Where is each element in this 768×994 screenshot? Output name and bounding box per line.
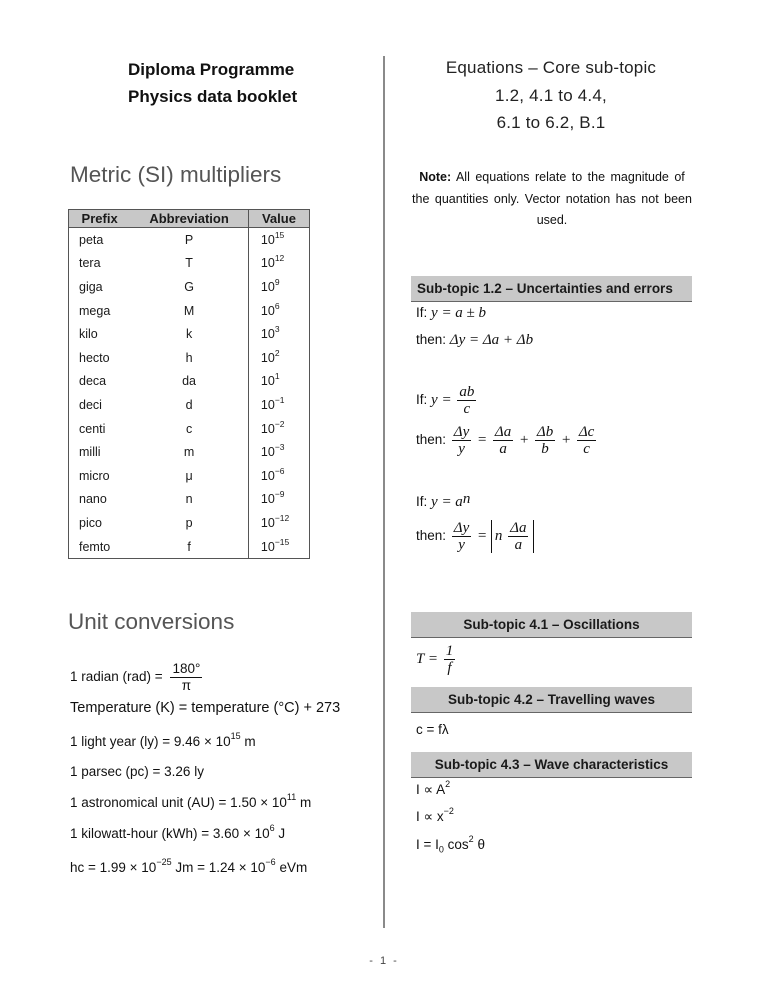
note-label: Note: [419,170,452,184]
metric-prefix: hecto [79,350,110,365]
metric-value: $10^{-9}$ [248,488,309,512]
parsec-conversion: 1 parsec (pc) = 3.26 ly [70,764,204,779]
metric-abbreviation: da [182,374,197,389]
metric-value: $10^{15}$ [248,228,309,252]
radian-num: 180° [172,661,201,676]
metric-value: $10^1$ [248,370,309,394]
equations-line3: 6.1 to 6.2, B.1 [496,113,606,132]
units-title: Unit conversions [68,609,235,634]
metric-abbreviation: h [185,350,193,365]
metric-abbreviation: G [184,279,194,294]
booklet-title [128,56,297,110]
metric-value: $10^{12}$ [248,252,309,276]
column-divider [383,56,385,928]
eq-3-if: If: $y = a^n$ [416,491,471,510]
metric-title: Metric (SI) multipliers [70,162,282,187]
metric-value: $10^6$ [248,299,309,323]
light-year-conversion: 1 light year $(ly) = 9.46 \times 10^{15}$ m [70,731,256,749]
page-number: - 1 - [369,955,399,967]
metric-abbreviation: μ [185,468,193,483]
metric-prefix: peta [79,232,104,247]
equations-line2: 1.2, 4.1 to 4.4, [495,85,607,105]
metric-row-tera [69,252,310,276]
metric-value: $10^{-1}$ [248,393,309,417]
au-conversion: 1 astronomical unit $(AU) = 1.50 \times 10^{11}$ m [70,792,312,810]
metric-abbreviation: k [185,327,193,342]
metric-abbreviation: f [187,539,191,554]
metric-prefix: mega [79,303,111,318]
metric-prefix: femto [79,539,111,554]
metric-row-deci [69,393,310,417]
metric-prefix: deci [79,397,102,412]
metric-value: $10^{-2}$ [248,417,309,441]
metric-row-giga [69,275,310,299]
metric-value: $10^{-15}$ [248,535,309,559]
subtopic-4-3-header: Sub-topic 4.3 – Wave characteristics [411,752,692,778]
note [408,167,696,232]
eq-malus-law: $I = I_0$ $\cos^2 \theta$ [416,834,485,855]
radian-fraction [170,661,202,694]
metric-row-micro [69,464,310,488]
subtopic-4-1-header: Sub-topic 4.1 – Oscillations [411,612,692,638]
metric-abbreviation: p [185,515,193,530]
equations-heading [412,54,690,137]
subtopic-1-2-header: Sub-topic 1.2 – Uncertainties and errors [411,276,692,302]
eq-wave-speed: c = fλ [416,722,449,737]
metric-row-peta [69,228,310,252]
metric-row-nano [69,488,310,512]
booklet-title-line2: Physics data booklet [128,87,298,106]
metric-abbreviation: M [183,303,195,318]
metric-row-kilo [69,322,310,346]
hc-conversion: hc = $1.99 \times 10^{-25}$ $Jm = 1.24 \times 10^{-6}$ eVm [70,857,308,875]
metric-abbreviation: c [185,421,193,436]
metric-value: $10^{-6}$ [248,464,309,488]
metric-prefix: milli [79,445,101,460]
metric-abbreviation: P [184,232,194,247]
metric-value: $10^9$ [248,275,309,299]
metric-abbreviation: m [183,445,195,460]
metric-abbreviation: d [185,397,193,412]
metric-row-mega [69,299,310,323]
equations-line1: Equations – Core sub-topic [445,58,657,77]
subtopic-4-2-header: Sub-topic 4.2 – Travelling waves [411,687,692,713]
metric-prefix: pico [79,515,102,530]
eq-3-then: then: $\frac{\Delta y}{y}$ = n $\frac{\Delta a}{a}$ [416,520,534,553]
metric-prefix: nano [79,492,107,507]
metric-row-milli [69,440,310,464]
temperature-conversion: Temperature (K) = temperature (°C) + 273 [70,700,341,716]
metric-row-hecto [69,346,310,370]
metric-row-femto [69,535,310,559]
metric-abbreviation: n [185,492,193,507]
metric-value: $10^2$ [248,346,309,370]
eq-2-if: If: y = $\frac{ab}{c}$ [416,384,475,417]
metric-value: $10^3$ [248,322,309,346]
radian-conversion [70,661,204,694]
metric-prefix: deca [79,374,107,389]
eq-intensity-amplitude: $I \propto A^2$ [416,779,451,797]
radian-label: 1 radian (rad) = [70,669,163,685]
col-prefix: Prefix [69,210,131,228]
metric-row-centi [69,417,310,441]
eq-intensity-distance: $I \propto x^{-2}$ [416,806,454,824]
eq-period: T = $\frac{1}{f}$ [416,643,454,676]
metric-prefix: micro [79,468,110,483]
booklet-title-line1: Diploma Programme [128,60,295,79]
metric-prefix: tera [79,256,101,271]
metric-table [68,209,310,559]
col-value: Value [248,210,309,228]
metric-value: $10^{-12}$ [248,511,309,535]
metric-table-header [69,210,310,228]
metric-abbreviation: T [185,256,193,271]
metric-value: $10^{-3}$ [248,440,309,464]
metric-prefix: kilo [79,327,98,342]
note-text: All equations relate to the magnitude of the quantities only. Vector notation has not been used. [412,170,692,227]
col-abbreviation: Abbreviation [130,210,248,228]
metric-prefix: giga [79,279,103,294]
metric-row-deca [69,370,310,394]
kwh-conversion: 1 kilowatt-hour $(kWh) = 3.60 \times 10^6$ J [70,823,286,841]
radian-den: π [181,678,192,693]
eq-2-then: then: $\frac{\Delta y}{y}$ = $\frac{\Delta a}{a}$ + $\frac{\Delta b}{b}$ + $\frac{\Delta c}{c}$ [416,424,595,457]
eq-1-if: If: y = a ± b [416,305,487,321]
metric-row-pico [69,511,310,535]
metric-prefix: centi [79,421,106,436]
eq-1-then: then: Δy = Δa + Δb [416,332,534,348]
